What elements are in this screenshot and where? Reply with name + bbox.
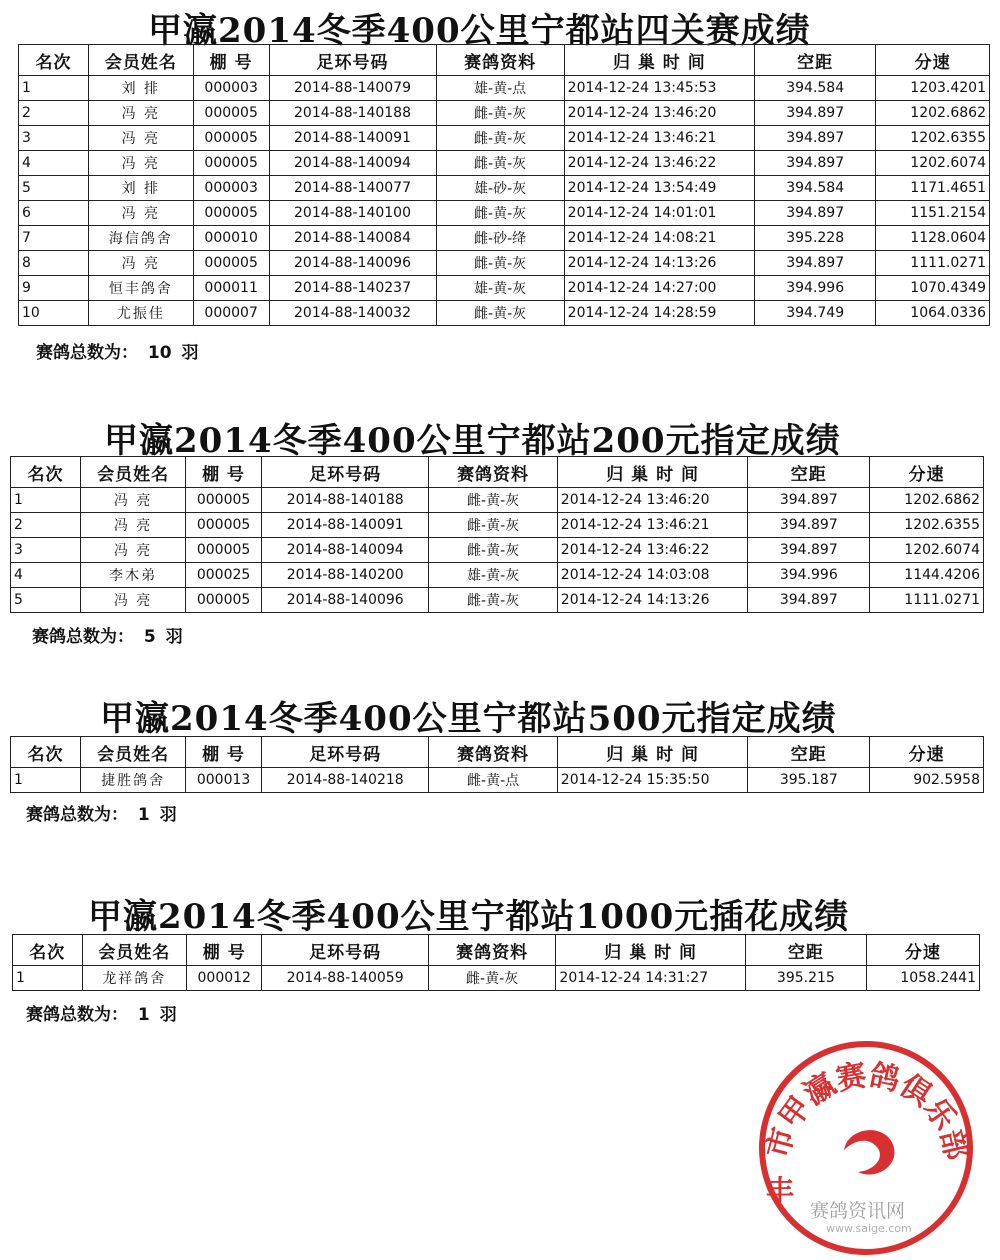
- cell-rank: 4: [11, 563, 81, 588]
- cell-time: 2014-12-24 13:54:49: [564, 176, 754, 201]
- table-row: [11, 768, 984, 793]
- cell-bird: 雌-黄-灰: [436, 251, 564, 276]
- cell-member: 冯 亮: [88, 201, 193, 226]
- cell-time: 2014-12-24 13:46:20: [564, 101, 754, 126]
- column-header-bird: 赛鸽资料: [429, 737, 557, 768]
- cell-speed: 1202.6862: [876, 101, 990, 126]
- cell-bird: 雄-黄-灰: [429, 563, 557, 588]
- cell-loft: 000005: [193, 126, 269, 151]
- column-header-loft: 棚 号: [186, 737, 262, 768]
- cell-time: 2014-12-24 14:03:08: [557, 563, 748, 588]
- section-title: 甲瀛2014冬季400公里宁都站200元指定成绩: [104, 421, 841, 461]
- total-line: [26, 1000, 181, 1025]
- cell-member: 冯 亮: [88, 101, 193, 126]
- cell-loft: 000005: [186, 488, 262, 513]
- cell-rank: 2: [19, 101, 89, 126]
- cell-time: 2014-12-24 14:01:01: [564, 201, 754, 226]
- cell-loft: 000005: [193, 201, 269, 226]
- cell-bird: 雌-黄-灰: [428, 966, 556, 991]
- cell-ring: 2014-88-140079: [269, 76, 436, 101]
- cell-loft: 000007: [193, 301, 269, 326]
- column-header-time: 归 巢 时 间: [564, 45, 754, 76]
- table-row: [19, 151, 990, 176]
- seal-prefix: 丰: [766, 1174, 795, 1207]
- column-header-bird: 赛鸽资料: [428, 935, 556, 966]
- section-title: 甲瀛2014冬季400公里宁都站四关赛成绩: [148, 11, 811, 51]
- cell-speed: 1064.0336: [876, 301, 990, 326]
- cell-time: 2014-12-24 14:27:00: [564, 276, 754, 301]
- table-row: [19, 251, 990, 276]
- column-header-speed: 分速: [870, 457, 984, 488]
- column-header-rank: 名次: [19, 45, 89, 76]
- cell-rank: 3: [19, 126, 89, 151]
- seal-emblem: [844, 1130, 894, 1174]
- cell-ring: 2014-88-140237: [269, 276, 436, 301]
- cell-time: 2014-12-24 14:08:21: [564, 226, 754, 251]
- cell-rank: 1: [11, 488, 81, 513]
- column-header-ring: 足环号码: [262, 737, 429, 768]
- cell-member: 冯 亮: [88, 151, 193, 176]
- cell-speed: 1202.6862: [870, 488, 984, 513]
- cell-bird: 雄-砂-灰: [436, 176, 564, 201]
- cell-distance: 394.897: [754, 151, 875, 176]
- cell-distance: 395.215: [745, 966, 866, 991]
- cell-distance: 395.187: [748, 768, 870, 793]
- cell-bird: 雌-黄-点: [429, 768, 557, 793]
- cell-rank: 9: [19, 276, 89, 301]
- table-header-row: [13, 935, 980, 966]
- column-header-ring: 足环号码: [262, 457, 429, 488]
- cell-bird: 雌-黄-灰: [436, 301, 564, 326]
- column-header-rank: 名次: [13, 935, 83, 966]
- cell-member: 冯 亮: [88, 126, 193, 151]
- cell-ring: 2014-88-140077: [269, 176, 436, 201]
- cell-member: 冯 亮: [81, 588, 186, 613]
- cell-time: 2014-12-24 14:28:59: [564, 301, 754, 326]
- total-label: 赛鸽总数为：: [32, 627, 134, 647]
- column-header-loft: 棚 号: [193, 45, 269, 76]
- cell-time: 2014-12-24 15:35:50: [557, 768, 748, 793]
- cell-time: 2014-12-24 13:46:21: [557, 513, 748, 538]
- column-header-bird: 赛鸽资料: [429, 457, 557, 488]
- cell-ring: 2014-88-140096: [262, 588, 429, 613]
- total-count: 1: [137, 1005, 150, 1025]
- cell-bird: 雌-砂-绛: [436, 226, 564, 251]
- cell-rank: 1: [13, 966, 83, 991]
- cell-loft: 000011: [193, 276, 269, 301]
- cell-member: 冯 亮: [81, 488, 186, 513]
- cell-distance: 394.897: [754, 101, 875, 126]
- cell-ring: 2014-88-140084: [269, 226, 436, 251]
- cell-rank: 7: [19, 226, 89, 251]
- column-header-bird: 赛鸽资料: [436, 45, 564, 76]
- cell-distance: 394.584: [754, 76, 875, 101]
- cell-loft: 000005: [193, 151, 269, 176]
- cell-member: 冯 亮: [88, 251, 193, 276]
- cell-speed: 1202.6355: [870, 513, 984, 538]
- cell-bird: 雌-黄-灰: [436, 201, 564, 226]
- results-table: [10, 456, 984, 613]
- cell-member: 冯 亮: [81, 538, 186, 563]
- total-count: 5: [143, 627, 156, 647]
- cell-member: 捷胜鸽舍: [81, 768, 186, 793]
- column-header-member: 会员姓名: [81, 457, 186, 488]
- cell-bird: 雌-黄-灰: [436, 126, 564, 151]
- table-header-row: [11, 457, 984, 488]
- column-header-rank: 名次: [11, 457, 81, 488]
- table-header-row: [19, 45, 990, 76]
- cell-member: 龙祥鸽舍: [82, 966, 186, 991]
- cell-rank: 5: [19, 176, 89, 201]
- cell-ring: 2014-88-140032: [269, 301, 436, 326]
- cell-time: 2014-12-24 13:46:21: [564, 126, 754, 151]
- cell-member: 恒丰鸽舍: [88, 276, 193, 301]
- column-header-ring: 足环号码: [269, 45, 436, 76]
- column-header-member: 会员姓名: [81, 737, 186, 768]
- cell-ring: 2014-88-140091: [269, 126, 436, 151]
- results-table: [10, 736, 984, 793]
- cell-ring: 2014-88-140100: [269, 201, 436, 226]
- column-header-loft: 棚 号: [187, 935, 262, 966]
- column-header-speed: 分速: [870, 737, 984, 768]
- cell-ring: 2014-88-140188: [262, 488, 429, 513]
- cell-distance: 394.996: [748, 563, 870, 588]
- table-row: [11, 563, 984, 588]
- column-header-member: 会员姓名: [82, 935, 186, 966]
- cell-bird: 雌-黄-灰: [436, 101, 564, 126]
- cell-ring: 2014-88-140188: [269, 101, 436, 126]
- column-header-distance: 空距: [754, 45, 875, 76]
- cell-speed: 1203.4201: [876, 76, 990, 101]
- cell-bird: 雌-黄-灰: [429, 513, 557, 538]
- cell-bird: 雌-黄-灰: [436, 151, 564, 176]
- cell-time: 2014-12-24 13:46:20: [557, 488, 748, 513]
- cell-time: 2014-12-24 14:13:26: [557, 588, 748, 613]
- cell-rank: 8: [19, 251, 89, 276]
- cell-speed: 1144.4206: [870, 563, 984, 588]
- watermark-url: www.saige.com: [826, 1222, 912, 1235]
- column-header-rank: 名次: [11, 737, 81, 768]
- total-count: 10: [147, 343, 172, 363]
- cell-ring: 2014-88-140200: [262, 563, 429, 588]
- cell-speed: 902.5958: [870, 768, 984, 793]
- cell-member: 李木弟: [81, 563, 186, 588]
- cell-loft: 000010: [193, 226, 269, 251]
- total-line: [36, 338, 203, 363]
- table-row: [13, 966, 980, 991]
- cell-loft: 000005: [186, 588, 262, 613]
- cell-ring: 2014-88-140094: [269, 151, 436, 176]
- total-unit: 羽: [159, 805, 177, 825]
- cell-rank: 2: [11, 513, 81, 538]
- column-header-ring: 足环号码: [262, 935, 428, 966]
- cell-member: 尤振佳: [88, 301, 193, 326]
- table-row: [11, 488, 984, 513]
- column-header-time: 归 巢 时 间: [557, 457, 748, 488]
- table-row: [11, 513, 984, 538]
- cell-rank: 1: [19, 76, 89, 101]
- cell-member: 刘 排: [88, 76, 193, 101]
- cell-member: 海信鸽舍: [88, 226, 193, 251]
- cell-loft: 000005: [193, 251, 269, 276]
- table-row: [19, 276, 990, 301]
- cell-time: 2014-12-24 13:46:22: [564, 151, 754, 176]
- cell-loft: 000005: [186, 513, 262, 538]
- total-unit: 羽: [181, 343, 199, 363]
- cell-distance: 394.749: [754, 301, 875, 326]
- cell-speed: 1070.4349: [876, 276, 990, 301]
- cell-distance: 394.897: [748, 513, 870, 538]
- cell-bird: 雌-黄-灰: [429, 588, 557, 613]
- section-title: 甲瀛2014冬季400公里宁都站500元指定成绩: [100, 699, 837, 739]
- seal-text-path: 市甲瀛赛鸽俱乐部: [760, 1057, 974, 1164]
- cell-bird: 雌-黄-灰: [429, 538, 557, 563]
- cell-ring: 2014-88-140218: [262, 768, 429, 793]
- total-label: 赛鸽总数为：: [36, 343, 138, 363]
- cell-speed: 1111.0271: [876, 251, 990, 276]
- table-row: [19, 176, 990, 201]
- cell-distance: 394.897: [754, 201, 875, 226]
- cell-speed: 1111.0271: [870, 588, 984, 613]
- total-unit: 羽: [159, 1005, 177, 1025]
- column-header-speed: 分速: [866, 935, 979, 966]
- cell-speed: 1202.6074: [870, 538, 984, 563]
- column-header-time: 归 巢 时 间: [557, 737, 748, 768]
- cell-loft: 000013: [186, 768, 262, 793]
- table-row: [19, 301, 990, 326]
- cell-time: 2014-12-24 14:31:27: [556, 966, 746, 991]
- total-label: 赛鸽总数为：: [26, 1005, 128, 1025]
- cell-distance: 394.897: [748, 538, 870, 563]
- total-label: 赛鸽总数为：: [26, 805, 128, 825]
- total-count: 1: [137, 805, 150, 825]
- cell-loft: 000003: [193, 76, 269, 101]
- cell-speed: 1202.6355: [876, 126, 990, 151]
- column-header-distance: 空距: [748, 457, 870, 488]
- cell-loft: 000003: [193, 176, 269, 201]
- total-line: [32, 622, 187, 647]
- watermark: 赛鸽资讯网: [810, 1200, 906, 1222]
- cell-rank: 10: [19, 301, 89, 326]
- cell-loft: 000005: [186, 538, 262, 563]
- cell-speed: 1058.2441: [866, 966, 979, 991]
- total-unit: 羽: [165, 627, 183, 647]
- section-title: 甲瀛2014冬季400公里宁都站1000元插花成绩: [88, 897, 850, 937]
- cell-distance: 395.228: [754, 226, 875, 251]
- table-row: [19, 226, 990, 251]
- cell-loft: 000005: [193, 101, 269, 126]
- table-row: [11, 538, 984, 563]
- cell-speed: 1128.0604: [876, 226, 990, 251]
- cell-distance: 394.897: [754, 126, 875, 151]
- cell-distance: 394.897: [748, 588, 870, 613]
- column-header-distance: 空距: [745, 935, 866, 966]
- cell-ring: 2014-88-140096: [269, 251, 436, 276]
- cell-bird: 雄-黄-点: [436, 76, 564, 101]
- column-header-loft: 棚 号: [186, 457, 262, 488]
- cell-rank: 3: [11, 538, 81, 563]
- cell-bird: 雌-黄-灰: [429, 488, 557, 513]
- results-table: [18, 44, 990, 326]
- cell-ring: 2014-88-140094: [262, 538, 429, 563]
- cell-distance: 394.996: [754, 276, 875, 301]
- cell-speed: 1151.2154: [876, 201, 990, 226]
- total-line: [26, 800, 181, 825]
- table-row: [19, 201, 990, 226]
- results-table: [12, 934, 980, 991]
- cell-distance: 394.897: [748, 488, 870, 513]
- table-row: [19, 76, 990, 101]
- table-row: [19, 101, 990, 126]
- cell-time: 2014-12-24 14:13:26: [564, 251, 754, 276]
- cell-distance: 394.584: [754, 176, 875, 201]
- cell-loft: 000025: [186, 563, 262, 588]
- column-header-member: 会员姓名: [88, 45, 193, 76]
- cell-rank: 5: [11, 588, 81, 613]
- table-row: [19, 126, 990, 151]
- cell-ring: 2014-88-140059: [262, 966, 428, 991]
- cell-rank: 6: [19, 201, 89, 226]
- cell-time: 2014-12-24 13:46:22: [557, 538, 748, 563]
- cell-rank: 1: [11, 768, 81, 793]
- cell-speed: 1202.6074: [876, 151, 990, 176]
- column-header-time: 归 巢 时 间: [556, 935, 746, 966]
- cell-distance: 394.897: [754, 251, 875, 276]
- cell-member: 刘 排: [88, 176, 193, 201]
- table-row: [11, 588, 984, 613]
- cell-loft: 000012: [187, 966, 262, 991]
- column-header-distance: 空距: [748, 737, 870, 768]
- cell-bird: 雄-黄-灰: [436, 276, 564, 301]
- cell-time: 2014-12-24 13:45:53: [564, 76, 754, 101]
- cell-rank: 4: [19, 151, 89, 176]
- cell-member: 冯 亮: [81, 513, 186, 538]
- column-header-speed: 分速: [876, 45, 990, 76]
- table-header-row: [11, 737, 984, 768]
- cell-ring: 2014-88-140091: [262, 513, 429, 538]
- cell-speed: 1171.4651: [876, 176, 990, 201]
